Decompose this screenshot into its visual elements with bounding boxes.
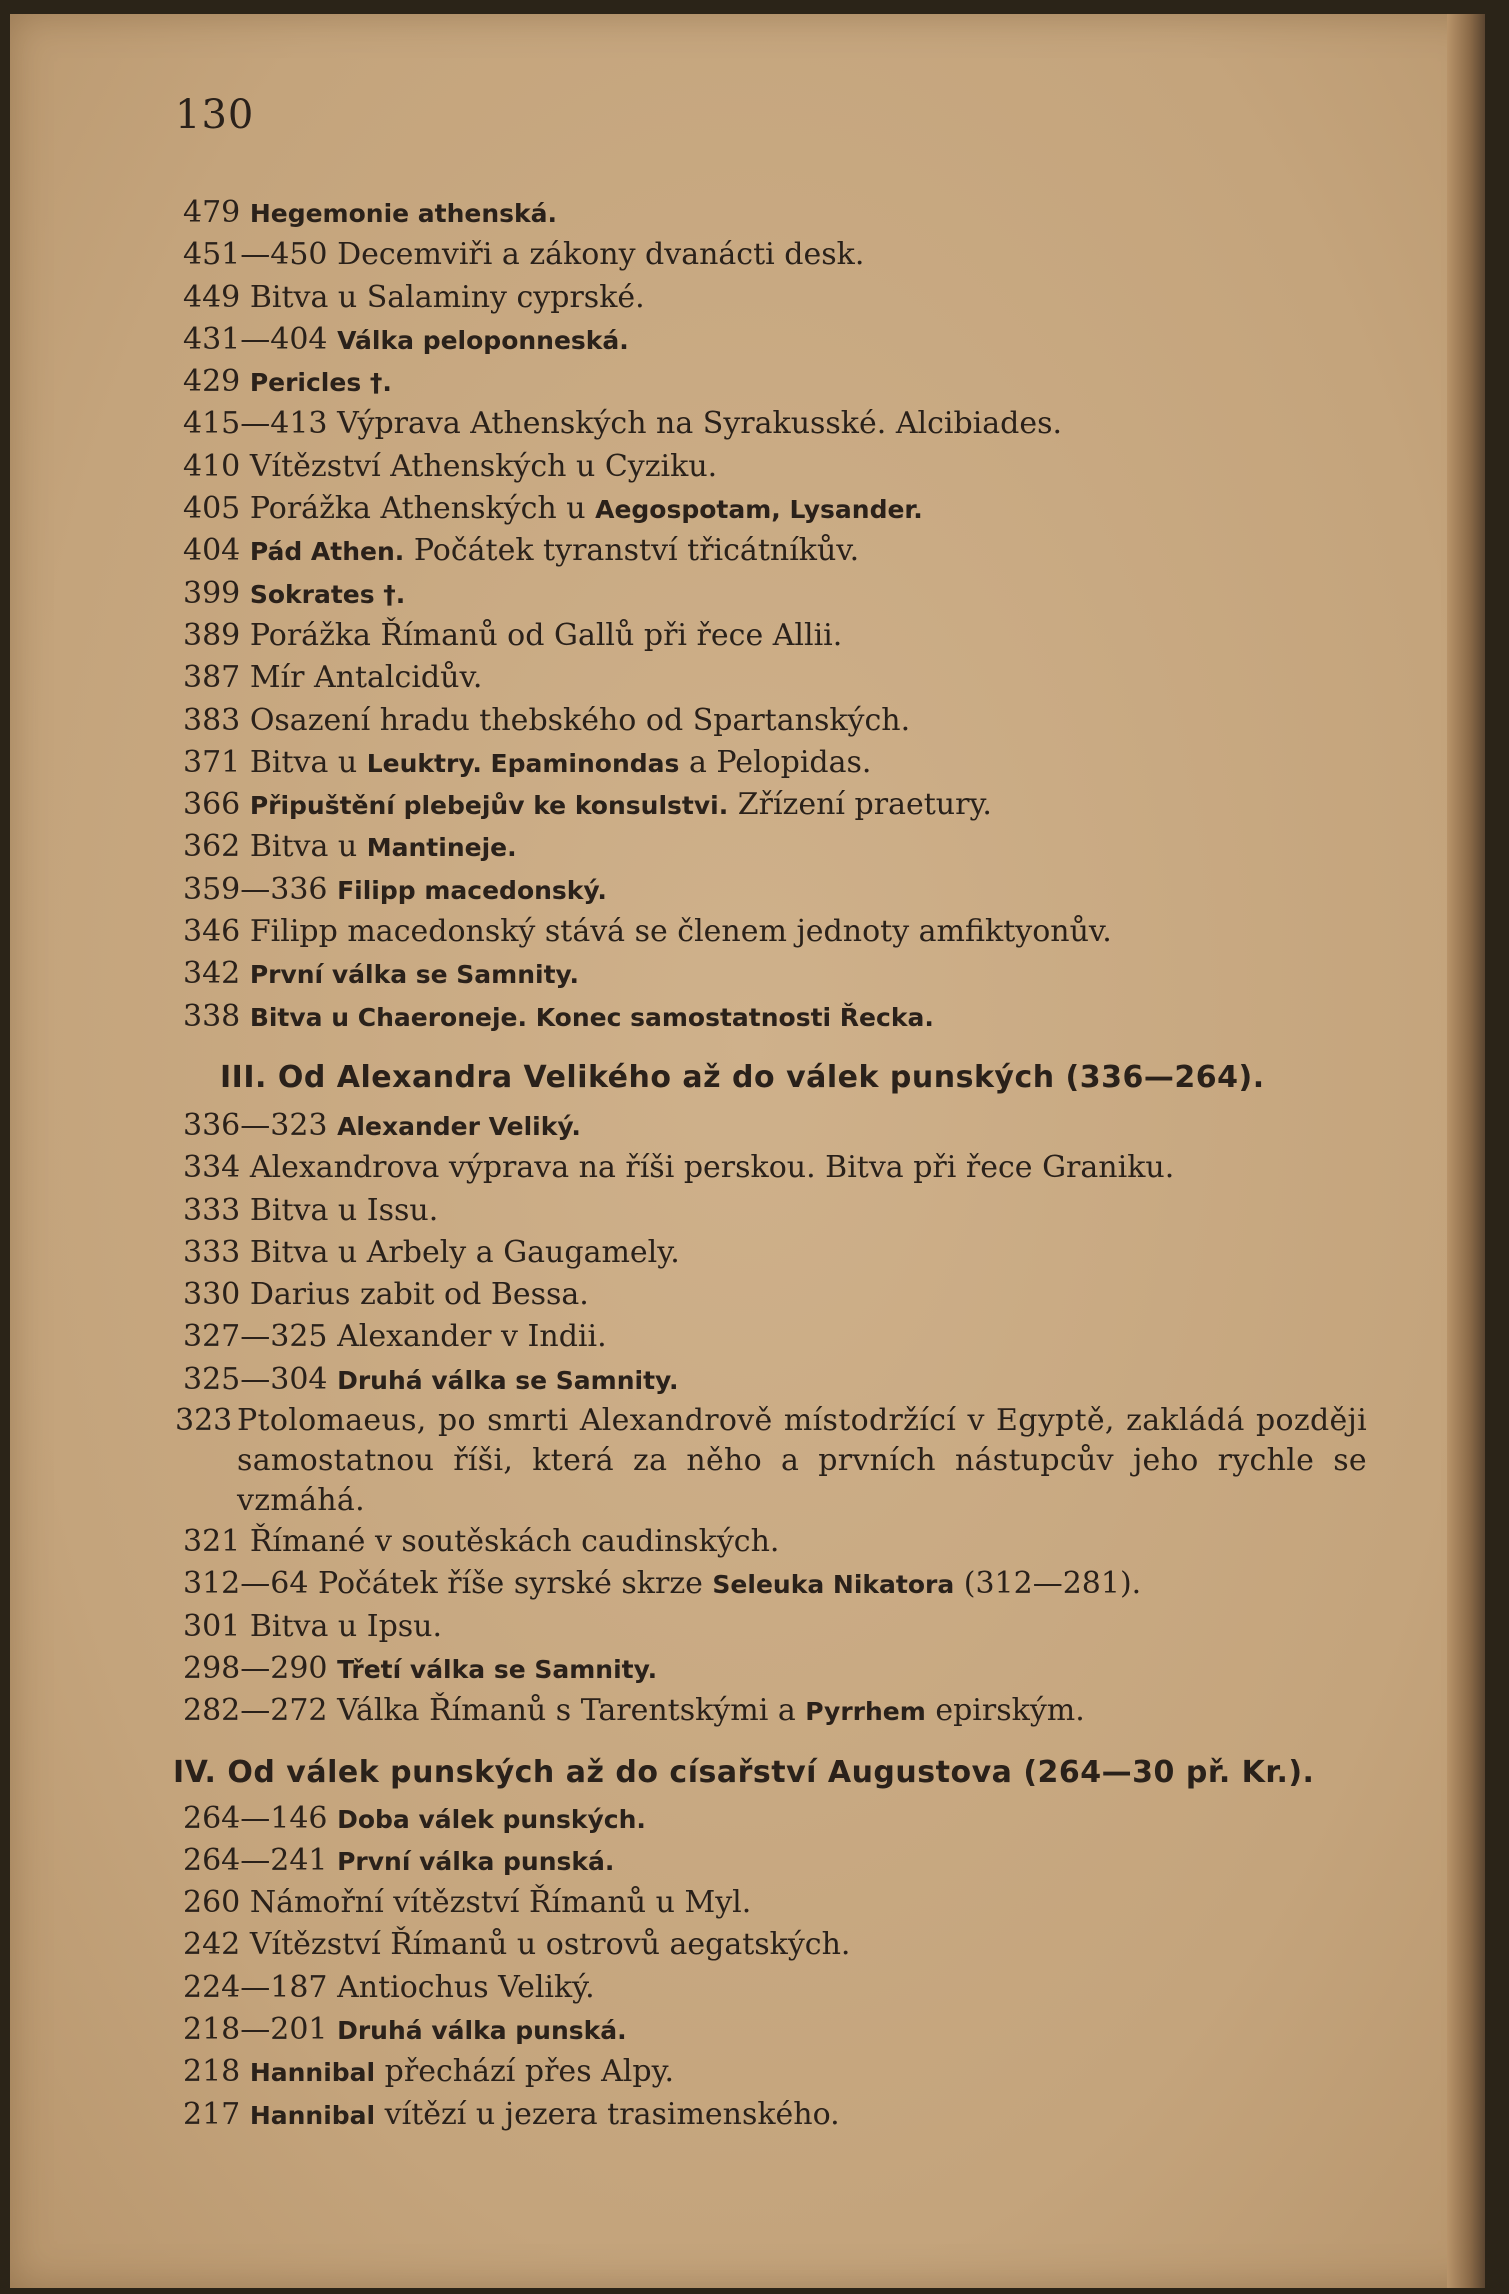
chronology-line bbox=[183, 319, 1420, 361]
line-year: 389 bbox=[183, 617, 241, 653]
line-text: Mír Antalcidův. bbox=[249, 660, 483, 696]
line-year: 383 bbox=[183, 702, 241, 738]
chronology-line bbox=[183, 1563, 1420, 1605]
line-year: 260 bbox=[183, 1885, 241, 1921]
line-text: Válka peloponneská. bbox=[337, 325, 629, 355]
page-number: 130 bbox=[175, 92, 255, 138]
line-text: Mantineje. bbox=[366, 833, 517, 863]
line-text: Sokrates †. bbox=[249, 579, 406, 609]
line-text: Bitva u Issu. bbox=[249, 1192, 439, 1228]
line-text: epirským. bbox=[925, 1693, 1085, 1729]
line-year: 338 bbox=[183, 998, 241, 1034]
line-text: Počátek říše syrské skrze bbox=[317, 1566, 713, 1602]
line-text: Leuktry. Epaminondas bbox=[366, 748, 680, 778]
line-text: Hannibal bbox=[249, 2100, 376, 2130]
book-page bbox=[10, 14, 1485, 2288]
chronology-line bbox=[183, 1521, 1420, 1563]
line-text: Porážka Římanů od Gallů při řece Allii. bbox=[249, 617, 843, 653]
line-text: Pád Athen. bbox=[249, 537, 405, 567]
section-4-list bbox=[175, 1798, 1420, 2136]
line-text: Připuštění plebejův ke konsulstvi. bbox=[249, 791, 729, 821]
line-year: 342 bbox=[183, 956, 241, 992]
chronology-line bbox=[183, 1924, 1420, 1966]
line-text: Darius zabit od Bessa. bbox=[249, 1277, 589, 1313]
line-text: Výprava Athenských na Syrakusské. Alcibiades. bbox=[337, 406, 1063, 442]
line-text: Římané v soutěskách caudinských. bbox=[249, 1524, 780, 1560]
line-text: Alexander v Indii. bbox=[337, 1319, 607, 1355]
chronology-line bbox=[183, 869, 1420, 911]
line-text: Počátek tyranství třicátníkův. bbox=[404, 533, 860, 569]
line-year: 362 bbox=[183, 829, 241, 865]
chronology-line bbox=[183, 277, 1420, 319]
chronology-line bbox=[183, 996, 1420, 1038]
chronology-line bbox=[183, 2009, 1420, 2051]
line-year: 451—450 bbox=[183, 237, 328, 273]
line-text: Hegemonie athenská. bbox=[249, 199, 558, 228]
line-text: Vítězství Athenských u Cyziku. bbox=[249, 448, 718, 484]
line-year: 346 bbox=[183, 914, 241, 950]
line-text: První válka se Samnity. bbox=[249, 960, 580, 990]
line-year: 404 bbox=[183, 533, 241, 569]
chronology-line bbox=[183, 530, 1420, 572]
chronology-line bbox=[183, 1190, 1420, 1232]
line-text: Porážka Athenských u bbox=[249, 491, 596, 527]
line-year: 321 bbox=[183, 1524, 241, 1560]
line-text: Bitva u Salaminy cyprské. bbox=[249, 279, 645, 315]
line-year: 330 bbox=[183, 1277, 241, 1313]
chronology-line bbox=[183, 953, 1420, 995]
entry-year: 323 bbox=[175, 1403, 233, 1439]
chronology-line bbox=[183, 488, 1420, 530]
line-year: 264—146 bbox=[183, 1800, 328, 1836]
line-text: Vítězství Římanů u ostrovů aegatských. bbox=[249, 1927, 851, 1963]
line-year: 325—304 bbox=[183, 1361, 328, 1397]
line-year: 282—272 bbox=[183, 1693, 328, 1729]
line-text: Doba válek punských. bbox=[337, 1804, 646, 1834]
line-year: 336—323 bbox=[183, 1107, 328, 1143]
chronology-line bbox=[183, 1105, 1420, 1147]
line-year: 405 bbox=[183, 491, 241, 527]
chronology-line bbox=[183, 192, 1420, 234]
section-3-heading: III. Od Alexandra Velikého až do válek punských (336—264). bbox=[220, 1059, 1265, 1095]
chronology-line bbox=[183, 1798, 1420, 1840]
line-year: 224—187 bbox=[183, 1969, 328, 2005]
section-3-list-b bbox=[175, 1521, 1420, 1732]
line-text: Alexander Veliký. bbox=[337, 1111, 581, 1141]
line-text: Alexandrova výprava na říši perskou. Bitva při řece Graniku. bbox=[249, 1150, 1175, 1186]
line-text: Antiochus Veliký. bbox=[337, 1969, 595, 2005]
line-year: 218 bbox=[183, 2054, 241, 2090]
chronology-line bbox=[183, 1690, 1420, 1732]
chronology-line bbox=[183, 657, 1420, 699]
section-3-list-a bbox=[175, 1105, 1420, 1401]
entry-text: Ptolomaeus, po smrti Alexandrově místodržící v Egyptě, zakládá později samostatnou říši, která za něho a prvních nástupcův jeho rychle se vzmáhá. bbox=[237, 1403, 1367, 1519]
line-text: Třetí válka se Samnity. bbox=[337, 1654, 658, 1684]
chronology-line bbox=[183, 1967, 1420, 2009]
line-year: 312—64 bbox=[183, 1566, 309, 1602]
line-text: První válka punská. bbox=[337, 1846, 615, 1876]
chronology-line bbox=[183, 911, 1420, 953]
line-year: 371 bbox=[183, 744, 241, 780]
section-4-heading: IV. Od válek punských až do císařství Augustova (264—30 př. Kr.). bbox=[173, 1754, 1315, 1790]
line-text: Válka Římanů s Tarentskými a bbox=[337, 1693, 806, 1729]
line-year: 333 bbox=[183, 1234, 241, 1270]
line-year: 359—336 bbox=[183, 871, 328, 907]
chronology-line bbox=[183, 2094, 1420, 2136]
chronology-line bbox=[183, 1274, 1420, 1316]
line-year: 218—201 bbox=[183, 2011, 328, 2047]
chronology-line bbox=[183, 1606, 1420, 1648]
line-text: vítězí u jezera trasimenského. bbox=[375, 2096, 840, 2132]
chronology-line bbox=[183, 1316, 1420, 1358]
line-text: Aegospotam, Lysander. bbox=[595, 495, 923, 525]
line-text: Seleuka Nikatora bbox=[712, 1570, 955, 1600]
line-year: 298—290 bbox=[183, 1650, 328, 1686]
chronology-line bbox=[183, 615, 1420, 657]
line-text: Decemviři a zákony dvanácti desk. bbox=[337, 237, 865, 273]
line-text: Pericles †. bbox=[249, 368, 392, 398]
line-text: Filipp macedonský stává se členem jednoty amfiktyonův. bbox=[249, 914, 1112, 950]
line-year: 333 bbox=[183, 1192, 241, 1228]
line-text: Pyrrhem bbox=[805, 1697, 926, 1727]
line-text: Osazení hradu thebského od Spartanských. bbox=[249, 702, 911, 738]
chronology-line bbox=[183, 2051, 1420, 2093]
chronology-line bbox=[183, 742, 1420, 784]
line-text: Druhá válka se Samnity. bbox=[337, 1365, 679, 1395]
line-text: Hannibal bbox=[249, 2058, 376, 2088]
chronology-line bbox=[183, 826, 1420, 868]
line-year: 217 bbox=[183, 2096, 241, 2132]
chronology-line bbox=[183, 403, 1420, 445]
line-year: 264—241 bbox=[183, 1842, 328, 1878]
line-text: Bitva u bbox=[249, 744, 367, 780]
page-edge bbox=[1447, 14, 1485, 2288]
line-year: 410 bbox=[183, 448, 241, 484]
line-text: Druhá válka punská. bbox=[337, 2015, 627, 2045]
line-year: 431—404 bbox=[183, 321, 328, 357]
chronology-line bbox=[183, 446, 1420, 488]
line-year: 399 bbox=[183, 575, 241, 611]
line-text: Bitva u Arbely a Gaugamely. bbox=[249, 1234, 680, 1270]
chronology-line bbox=[183, 700, 1420, 742]
chronology-line bbox=[183, 1359, 1420, 1401]
line-year: 387 bbox=[183, 660, 241, 696]
chronology-line bbox=[183, 784, 1420, 826]
line-text: Bitva u bbox=[249, 829, 367, 865]
line-text: (312—281). bbox=[954, 1566, 1142, 1602]
line-year: 479 bbox=[183, 195, 241, 230]
chronology-line bbox=[183, 1147, 1420, 1189]
page-content bbox=[175, 192, 1420, 2136]
line-text: Bitva u Ipsu. bbox=[249, 1608, 443, 1644]
chronology-line bbox=[183, 234, 1420, 276]
line-text: přechází přes Alpy. bbox=[375, 2054, 675, 2090]
line-text: Zřízení praetury. bbox=[728, 787, 992, 823]
chronology-line bbox=[183, 361, 1420, 403]
line-text: Bitva u Chaeroneje. Konec samostatnosti Řecka. bbox=[249, 1002, 934, 1032]
line-text: Filipp macedonský. bbox=[337, 875, 607, 905]
line-year: 242 bbox=[183, 1927, 241, 1963]
section-2-list bbox=[175, 192, 1420, 1038]
entry-323 bbox=[175, 1401, 1420, 1521]
line-year: 415—413 bbox=[183, 406, 328, 442]
line-text: Námořní vítězství Římanů u Myl. bbox=[249, 1885, 752, 1921]
chronology-line bbox=[183, 1648, 1420, 1690]
line-text: a Pelopidas. bbox=[679, 744, 872, 780]
line-year: 366 bbox=[183, 787, 241, 823]
line-year: 334 bbox=[183, 1150, 241, 1186]
line-year: 429 bbox=[183, 364, 241, 400]
line-year: 327—325 bbox=[183, 1319, 328, 1355]
line-year: 449 bbox=[183, 279, 241, 315]
chronology-line bbox=[183, 1882, 1420, 1924]
chronology-line bbox=[183, 573, 1420, 615]
line-year: 301 bbox=[183, 1608, 241, 1644]
chronology-line bbox=[183, 1840, 1420, 1882]
chronology-line bbox=[183, 1232, 1420, 1274]
